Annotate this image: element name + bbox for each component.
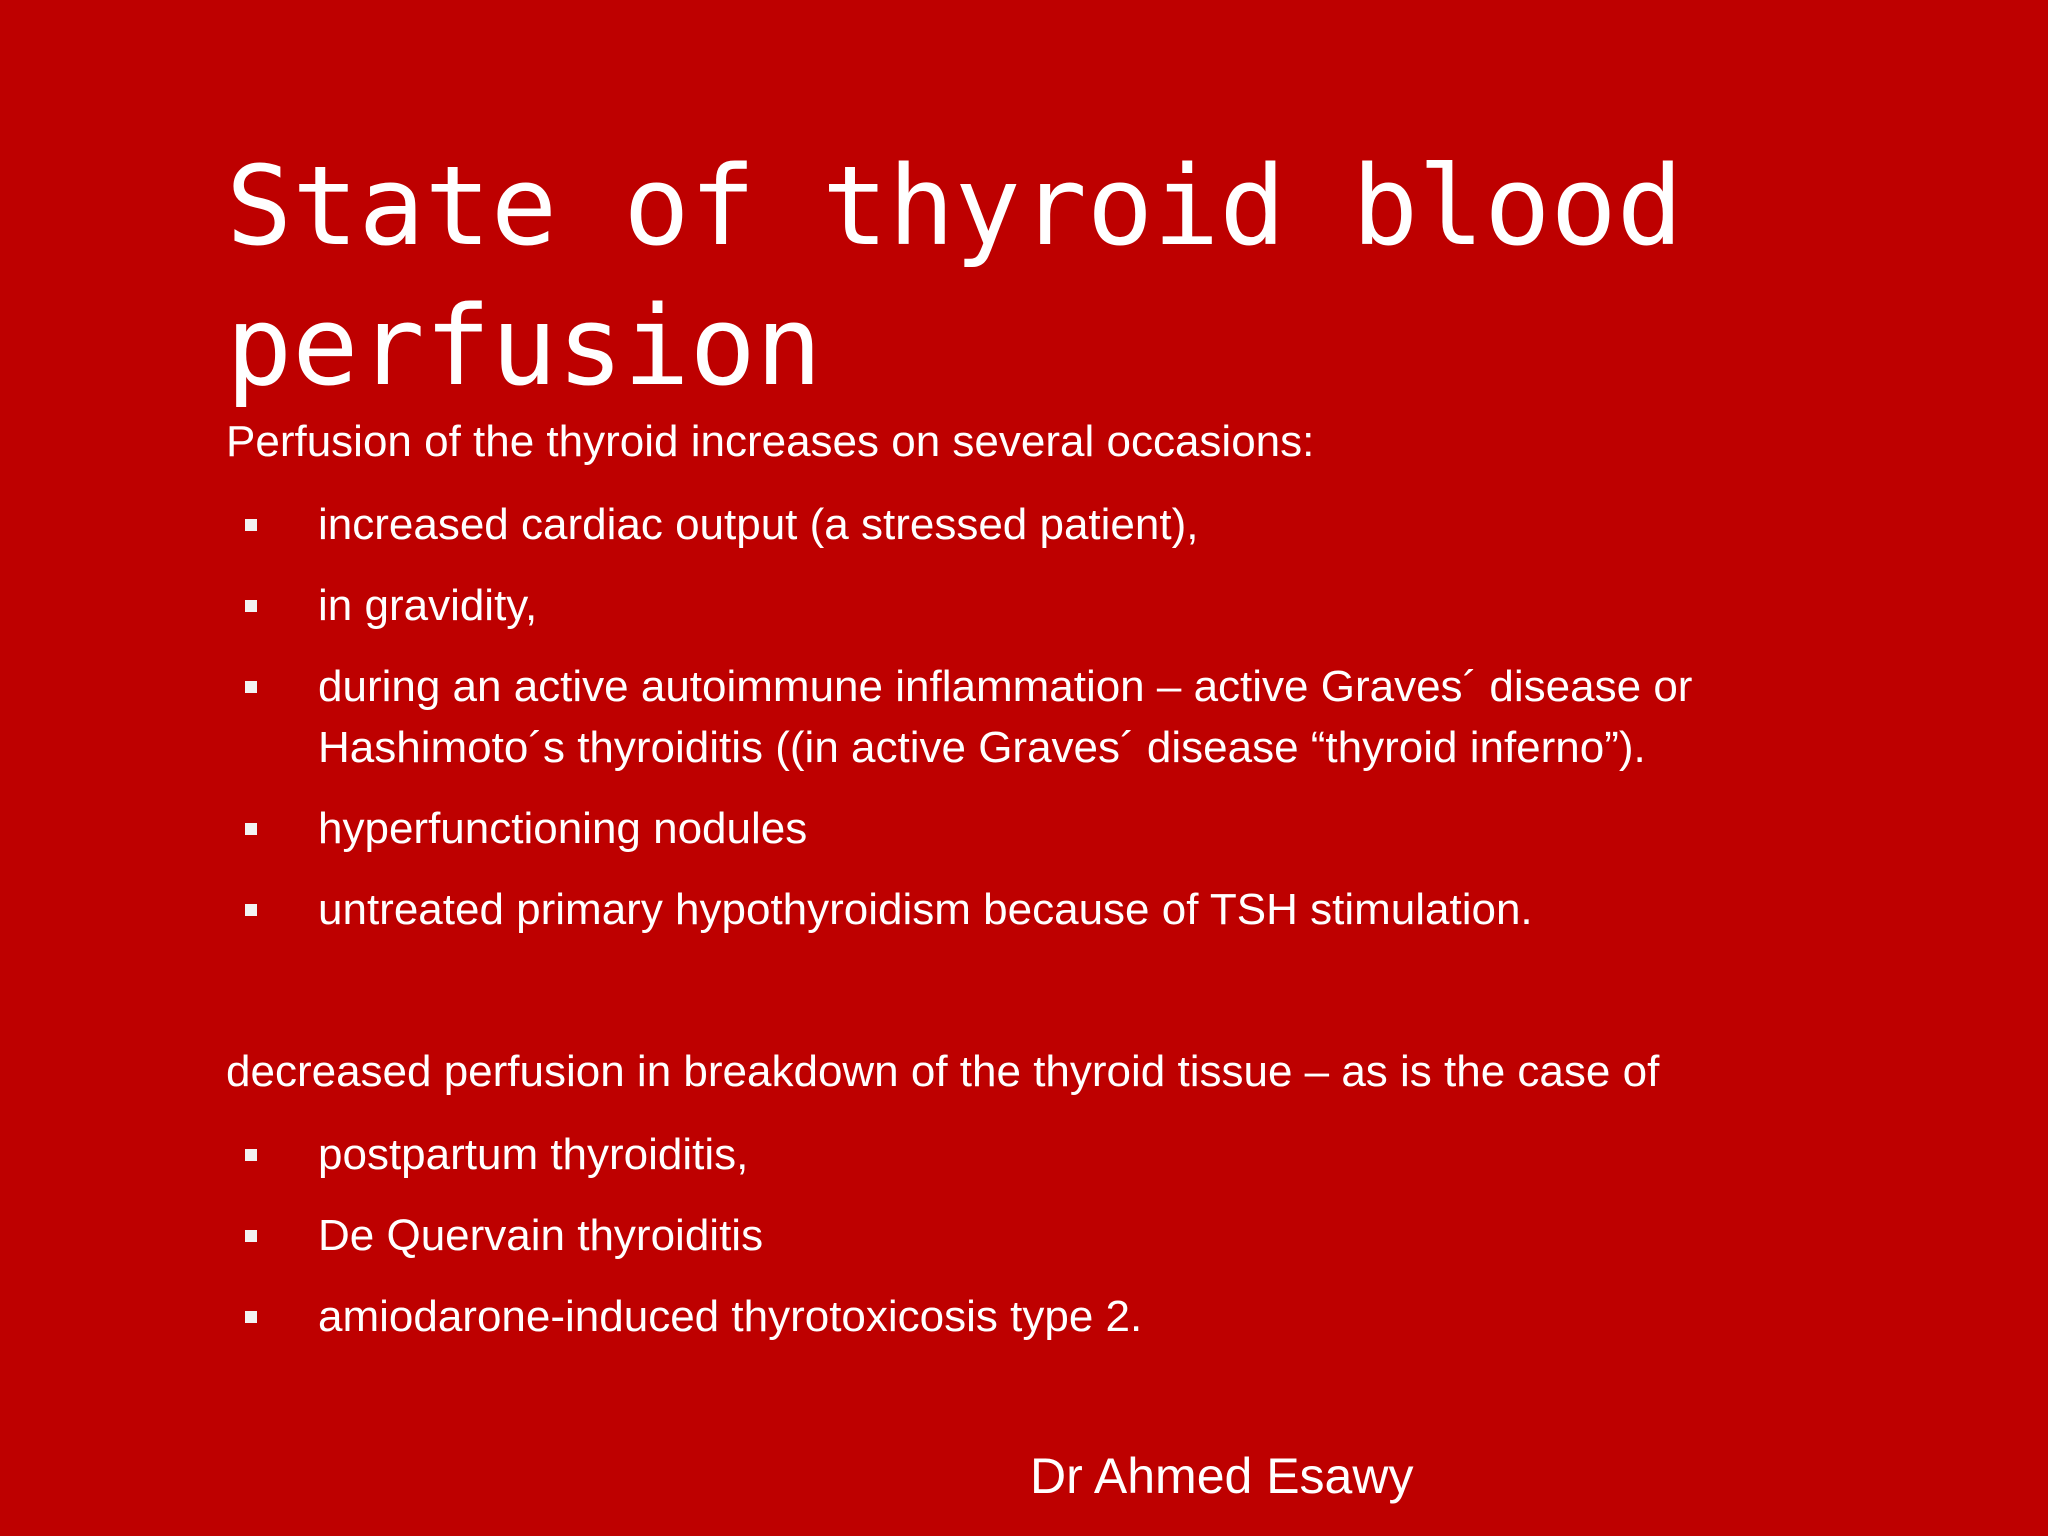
increased-perfusion-intro: Perfusion of the thyroid increases on several occasions: (226, 417, 1315, 466)
list-item-text: hyperfunctioning nodules (318, 804, 808, 853)
list-item-text: amiodarone-induced thyrotoxicosis type 2. (318, 1292, 1143, 1341)
square-bullet-icon (245, 1311, 257, 1323)
slide-title: State of thyroid blood perfusion (226, 142, 1683, 410)
decreased-perfusion-list (226, 1124, 1866, 1347)
list-item (226, 1205, 1866, 1266)
increased-perfusion-section (226, 412, 1866, 960)
list-item (226, 575, 1866, 636)
square-bullet-icon (245, 823, 257, 835)
list-item-text: increased cardiac output (a stressed patient), (318, 500, 1199, 549)
list-item (226, 798, 1866, 859)
list-item-text: in gravidity, (318, 581, 538, 630)
square-bullet-icon (245, 600, 257, 612)
square-bullet-icon (245, 519, 257, 531)
list-item-text: during an active autoimmune inflammation – active Graves´ disease or Hashimoto´s thyroiditis ((in active Graves´ disease “thyroid inferno”). (318, 662, 1693, 772)
list-item (226, 656, 1866, 778)
list-item (226, 1286, 1866, 1347)
list-item-text: De Quervain thyroiditis (318, 1211, 764, 1260)
list-item (226, 1124, 1866, 1185)
square-bullet-icon (245, 1149, 257, 1161)
decreased-perfusion-intro: decreased perfusion in breakdown of the thyroid tissue – as is the case of (226, 1047, 1660, 1096)
square-bullet-icon (245, 1230, 257, 1242)
square-bullet-icon (245, 681, 257, 693)
increased-perfusion-list (226, 494, 1866, 940)
list-item (226, 879, 1866, 940)
list-item (226, 494, 1866, 555)
list-item-text: postpartum thyroiditis, (318, 1130, 749, 1179)
list-item-text: untreated primary hypothyroidism because of TSH stimulation. (318, 885, 1533, 934)
square-bullet-icon (245, 904, 257, 916)
author-name: Dr Ahmed Esawy (1030, 1448, 1414, 1504)
decreased-perfusion-section (226, 1042, 1866, 1367)
